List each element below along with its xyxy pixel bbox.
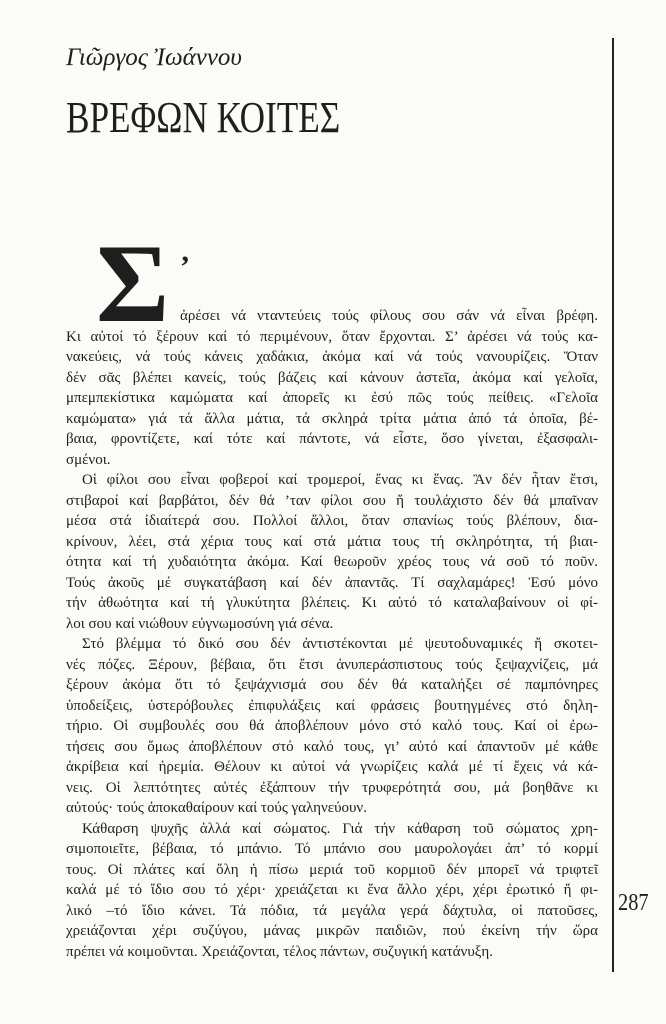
text-line: σιμοποιεῖτε, βέβαια, τό μπάνιο. Τό μπάνιο σου μαυρολογάει ἀπ’ τό κορμί	[66, 841, 598, 857]
text-line: ὑποδείξεις, ὑστερόβουλες ἐπιφυλάξεις καί φράσεις βουτηγμένες στό δηλη-	[66, 697, 598, 714]
text-line: αὐτούς· τούς ἀποκαθαίρουν καί τούς γαληνεύουν.	[66, 800, 367, 816]
margin-rule	[612, 38, 614, 972]
text-line: νεις. Οἱ λεπτότητες αὐτές ἐξάπτουν τήν τρυφερότητά σου, μά βοηθᾶνε κι	[66, 779, 598, 796]
text-line: στιβαροί καί βαρβάτοι, δέν θά ’ταν φίλοι σου ἤ τουλάχιστο δέν θά μπαῖναν	[66, 492, 598, 509]
text-line: Κι αὐτοί τό ξέρουν καί τό περιμένουν, ὅταν ἔρχονται. Σ’ ἀρέσει νά τούς κα-	[66, 328, 598, 345]
text-line: λοι σου καί νιώθουν εὐγνωμοσύνη γιά σένα.	[66, 615, 334, 632]
text-line: λικό –τό ἴδιο κάνει. Τά πόδια, τά μεγάλα γερά δάχτυλα, οἱ πατοῦσες,	[66, 902, 598, 919]
text-line: μέσα στά ἰδιαίτερά σου. Πολλοί ἄλλοι, ὅταν σπανίως τούς βλέπουν, δια-	[66, 513, 598, 529]
text-line: Κάθαρση ψυχῆς ἀλλά καί σώματος. Γιά τήν κάθαρση τοῦ σώματος χρη-	[82, 820, 598, 837]
text-line: Οἱ φίλοι σου εἶναι φοβεροί καί τρομεροί, ἕνας κι ἕνας. Ἂν δέν ἦταν ἔτσι,	[82, 472, 598, 488]
text-line: ἀκρίβεια καί ἠρεμία. Θέλουν κι αὐτοί νά γνωρίζεις καλά μέ τί ἔχεις νά κά-	[66, 759, 598, 775]
text-line: Τούς ἀκοῦς μέ συγκατάβαση καί δέν ἀπαντᾶς. Τί σαχλαμάρες! Ἐσύ μόνο	[66, 574, 598, 591]
text-line: ἀρέσει νά νταντεύεις τούς φίλους σου σάν νά εἶναι βρέφη.	[180, 308, 598, 324]
text-line: ότητα καί τή χυδαιότητα ἀκόμα. Καί θεωροῦν χρέος τους νά σοῦ τό ποῦν.	[66, 554, 598, 570]
text-line: νές πόζες. Ξέρουν, βέβαια, ὅτι ἔτσι ἀνυπεράσπιστους τούς ξεψαχνίζεις, μά	[66, 656, 598, 673]
text-line: καλά μέ τό ἴδιο σου τό χέρι· χρειάζεται κι ἕνα ἄλλο χέρι, χέρι ἐρωτικό ἤ φι-	[66, 882, 598, 898]
text-line: καμώματα» γιά τά ἄλλα μάτια, τά σκληρά τρίτα μάτια ἀπό τά ὁποῖα, βέ-	[66, 410, 598, 427]
author-name: Γιῶργος Ἰωάννου	[66, 44, 242, 71]
text-line: δέν σᾶς βλέπει κανείς, τούς βάζεις καί κάνουν ἀστεῖα, ἀκόμα καί γελοῖα,	[66, 369, 598, 386]
text-line: κρίνουν, λέει, στά χέρια τους καί στά μάτια τους τή σκληρότητα, τή βιαι-	[66, 533, 598, 550]
text-line: χρειάζονται χέρι συζύγου, μάνας μικρῶν παιδιῶν, πού ἐκείνη τήν ὥρα	[66, 923, 598, 939]
body-text	[66, 306, 598, 962]
text-line: τους. Οἱ πλάτες καί ὅλη ἡ πίσω μεριά τοῦ κορμιοῦ δέν μπορεῖ νά τριφτεῖ	[66, 861, 598, 878]
text-line: νακεύεις, νά τούς κάνεις χαδάκια, ἀκόμα καί νά τούς νανουρίζεις. Ὅταν	[66, 349, 598, 365]
drop-cap-apostrophe: ’	[180, 250, 190, 283]
text-line: Στό βλέμμα τό δικό σου δέν ἀντιστέκονται μέ ψευτοδυναμικές ἤ σκοτει-	[82, 636, 598, 652]
text-line: μπεμπεκίστικα καμώματα καί ἀπορεῖς κι ἐσύ πῶς τούς πείθεις. «Γελοῖα	[66, 390, 598, 406]
text-line: τήσεις σου ὅμως ἀποβλέπουν στό καλό τους, γι’ αὐτό καί ἀπαντοῦν μέ κάθε	[66, 738, 598, 755]
drop-cap: Σ	[96, 222, 170, 346]
text-line: πρέπει νά κοιμοῦνται. Χρειάζονται, τέλος πάντων, συζυγική κατάνυξη.	[66, 943, 494, 960]
page-title: ΒΡΕΦΩΝ ΚΟΙΤΕΣ	[66, 93, 341, 142]
text-line: βαια, φροντίζετε, καί τότε καί πάντοτε, νά εἶστε, ὅσο γίνεται, ἐξασφαλι-	[66, 431, 598, 447]
text-line: σμένοι.	[66, 451, 111, 468]
page-number: 287	[618, 890, 649, 916]
text-line: ξέρουν ἀκόμα ὅτι τό ξεψάχνισμά σου δέν θά καταλήξει σέ παμπόνηρες	[66, 677, 598, 693]
text-line: τήν ἀθωότητα καί τή γλυκύτητα βλέπεις. Κι αὐτό τό καταλαβαίνουν οἱ φί-	[66, 595, 598, 611]
text-line: τήριο. Οἱ συμβουλές σου θά ἀποβλέπουν μόνο στό καλό τους. Καί οἱ ἐρω-	[66, 718, 598, 734]
